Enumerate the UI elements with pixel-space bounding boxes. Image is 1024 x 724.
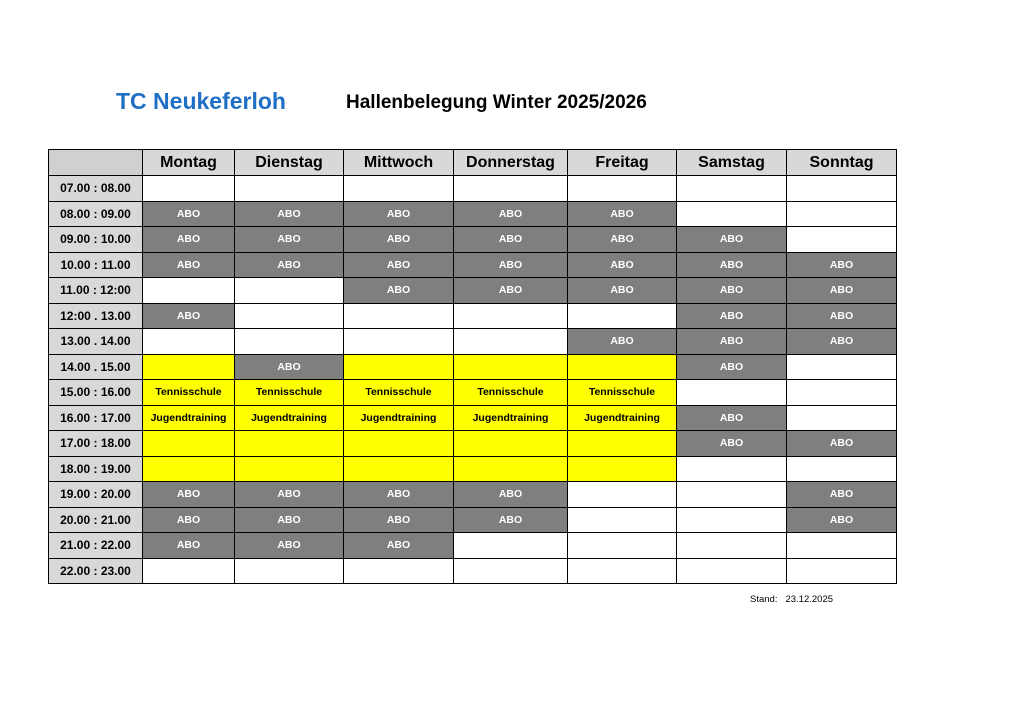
free-slot-cell [454,558,568,584]
free-slot-cell [568,176,677,202]
time-slot-label: 16.00 : 17.00 [49,405,143,431]
free-slot-cell [143,278,235,304]
training-cell [454,354,568,380]
abo-booking-cell: ABO [454,252,568,278]
day-header-montag: Montag [143,150,235,176]
abo-booking-cell: ABO [454,278,568,304]
abo-booking-cell: ABO [677,405,787,431]
header-corner [49,150,143,176]
free-slot-cell [677,533,787,559]
training-cell: Tennisschule [344,380,454,406]
free-slot-cell [344,329,454,355]
free-slot-cell [787,176,897,202]
abo-booking-cell: ABO [344,201,454,227]
free-slot-cell [677,456,787,482]
abo-booking-cell: ABO [568,227,677,253]
abo-booking-cell: ABO [454,201,568,227]
free-slot-cell [677,558,787,584]
free-slot-cell [568,482,677,508]
abo-booking-cell: ABO [677,303,787,329]
abo-booking-cell: ABO [143,303,235,329]
free-slot-cell [568,303,677,329]
day-header-mittwoch: Mittwoch [344,150,454,176]
free-slot-cell [787,405,897,431]
free-slot-cell [568,507,677,533]
abo-booking-cell: ABO [143,252,235,278]
free-slot-cell [344,176,454,202]
free-slot-cell [143,176,235,202]
table-row [49,176,897,202]
training-cell [143,431,235,457]
training-cell [454,431,568,457]
training-cell [235,456,344,482]
free-slot-cell [787,558,897,584]
time-slot-label: 14.00 . 15.00 [49,354,143,380]
abo-booking-cell: ABO [344,252,454,278]
training-cell [344,431,454,457]
abo-booking-cell: ABO [677,431,787,457]
time-slot-label: 15.00 : 16.00 [49,380,143,406]
free-slot-cell [143,558,235,584]
time-slot-label: 09.00 : 10.00 [49,227,143,253]
abo-booking-cell: ABO [787,252,897,278]
table-row [49,278,897,304]
free-slot-cell [143,329,235,355]
stand-date: 23.12.2025 [785,594,834,605]
time-slot-label: 20.00 : 21.00 [49,507,143,533]
time-slot-label: 12:00 . 13.00 [49,303,143,329]
free-slot-cell [454,303,568,329]
abo-booking-cell: ABO [235,227,344,253]
free-slot-cell [235,558,344,584]
abo-booking-cell: ABO [677,278,787,304]
day-header-donnerstag: Donnerstag [454,150,568,176]
free-slot-cell [787,354,897,380]
time-slot-label: 17.00 : 18.00 [49,431,143,457]
abo-booking-cell: ABO [235,507,344,533]
abo-booking-cell: ABO [235,252,344,278]
table-row [49,456,897,482]
training-cell [344,354,454,380]
table-row [49,201,897,227]
abo-booking-cell: ABO [454,227,568,253]
abo-booking-cell: ABO [787,482,897,508]
page-title: Hallenbelegung Winter 2025/2026 [346,92,647,113]
table-row [49,558,897,584]
free-slot-cell [787,456,897,482]
abo-booking-cell: ABO [677,227,787,253]
training-cell [143,354,235,380]
court-schedule-table [48,149,897,584]
abo-booking-cell: ABO [143,482,235,508]
abo-booking-cell: ABO [787,507,897,533]
abo-booking-cell: ABO [568,201,677,227]
free-slot-cell [568,558,677,584]
free-slot-cell [454,176,568,202]
time-slot-label: 13.00 . 14.00 [49,329,143,355]
stand-label: Stand: [750,594,778,605]
abo-booking-cell: ABO [568,329,677,355]
table-row [49,507,897,533]
abo-booking-cell: ABO [677,354,787,380]
schedule-body [49,176,897,584]
abo-booking-cell: ABO [454,507,568,533]
table-row [49,482,897,508]
free-slot-cell [787,380,897,406]
table-row [49,405,897,431]
free-slot-cell [454,329,568,355]
free-slot-cell [454,533,568,559]
training-cell [344,456,454,482]
day-header-freitag: Freitag [568,150,677,176]
day-header-sonntag: Sonntag [787,150,897,176]
abo-booking-cell: ABO [344,533,454,559]
free-slot-cell [787,201,897,227]
stand-note [750,594,833,605]
abo-booking-cell: ABO [235,354,344,380]
training-cell [568,354,677,380]
club-name: TC Neukeferloh [116,88,286,114]
free-slot-cell [787,227,897,253]
abo-booking-cell: ABO [235,201,344,227]
training-cell [568,431,677,457]
abo-booking-cell: ABO [787,278,897,304]
time-slot-label: 21.00 : 22.00 [49,533,143,559]
abo-booking-cell: ABO [787,303,897,329]
abo-booking-cell: ABO [235,482,344,508]
free-slot-cell [568,533,677,559]
abo-booking-cell: ABO [143,227,235,253]
day-header-row [49,150,897,176]
abo-booking-cell: ABO [677,252,787,278]
abo-booking-cell: ABO [344,507,454,533]
table-row [49,303,897,329]
abo-booking-cell: ABO [787,329,897,355]
abo-booking-cell: ABO [677,329,787,355]
free-slot-cell [344,303,454,329]
free-slot-cell [677,380,787,406]
time-slot-label: 08.00 : 09.00 [49,201,143,227]
training-cell: Tennisschule [454,380,568,406]
time-slot-label: 07.00 : 08.00 [49,176,143,202]
abo-booking-cell: ABO [235,533,344,559]
training-cell: Tennisschule [568,380,677,406]
table-row [49,329,897,355]
time-slot-label: 11.00 : 12:00 [49,278,143,304]
free-slot-cell [677,201,787,227]
time-slot-label: 18.00 : 19.00 [49,456,143,482]
abo-booking-cell: ABO [568,278,677,304]
abo-booking-cell: ABO [143,533,235,559]
training-cell: Tennisschule [235,380,344,406]
abo-booking-cell: ABO [787,431,897,457]
table-row [49,380,897,406]
table-row [49,252,897,278]
training-cell: Jugendtraining [235,405,344,431]
day-header-samstag: Samstag [677,150,787,176]
free-slot-cell [344,558,454,584]
free-slot-cell [677,482,787,508]
abo-booking-cell: ABO [143,201,235,227]
training-cell: Jugendtraining [454,405,568,431]
abo-booking-cell: ABO [454,482,568,508]
training-cell: Jugendtraining [143,405,235,431]
training-cell [143,456,235,482]
time-slot-label: 22.00 : 23.00 [49,558,143,584]
free-slot-cell [235,176,344,202]
time-slot-label: 10.00 : 11.00 [49,252,143,278]
abo-booking-cell: ABO [344,482,454,508]
abo-booking-cell: ABO [143,507,235,533]
table-row [49,227,897,253]
free-slot-cell [677,176,787,202]
free-slot-cell [787,533,897,559]
training-cell [454,456,568,482]
table-row [49,354,897,380]
free-slot-cell [235,278,344,304]
day-header-dienstag: Dienstag [235,150,344,176]
free-slot-cell [677,507,787,533]
training-cell: Jugendtraining [568,405,677,431]
training-cell [235,431,344,457]
training-cell [568,456,677,482]
time-slot-label: 19.00 : 20.00 [49,482,143,508]
table-row [49,431,897,457]
training-cell: Jugendtraining [344,405,454,431]
free-slot-cell [235,329,344,355]
abo-booking-cell: ABO [344,278,454,304]
training-cell: Tennisschule [143,380,235,406]
abo-booking-cell: ABO [344,227,454,253]
abo-booking-cell: ABO [568,252,677,278]
free-slot-cell [235,303,344,329]
table-row [49,533,897,559]
